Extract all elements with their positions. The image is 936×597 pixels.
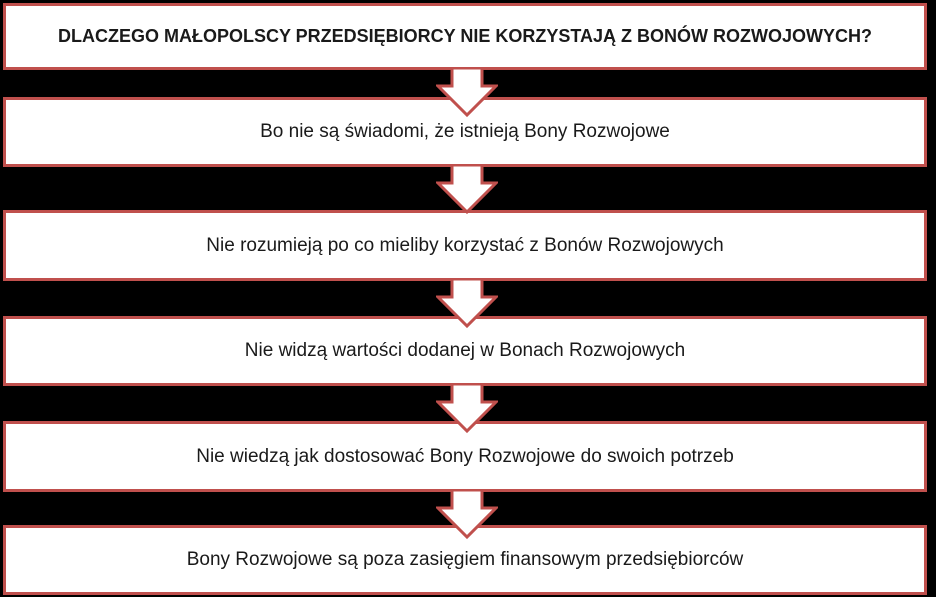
down-arrow-icon [436, 68, 498, 118]
diagram-title-box [3, 3, 927, 70]
step-label-4: Nie wiedzą jak dostosować Bony Rozwojowe do swoich potrzeb [196, 445, 734, 467]
down-arrow-icon [436, 490, 498, 540]
step-label-5: Bony Rozwojowe są poza zasięgiem finansowym przedsiębiorców [186, 549, 744, 570]
step-box-2 [3, 210, 927, 281]
down-arrow-icon [436, 279, 498, 329]
diagram-title: DLACZEGO MAŁOPOLSCY PRZEDSIĘBIORCY NIE KORZYSTAJĄ Z BONÓW ROZWOJOWYCH? [57, 26, 873, 46]
step-label-2: Nie rozumieją po co mieliby korzystać z Bonów Rozwojowych [206, 234, 724, 256]
step-label-3: Nie widzą wartości dodanej w Bonach Rozwojowych [244, 340, 686, 361]
down-arrow-icon [436, 165, 498, 215]
down-arrow-icon [436, 384, 498, 434]
step-label-1: Bo nie są świadomi, że istnieją Bony Rozwojowe [260, 121, 670, 142]
